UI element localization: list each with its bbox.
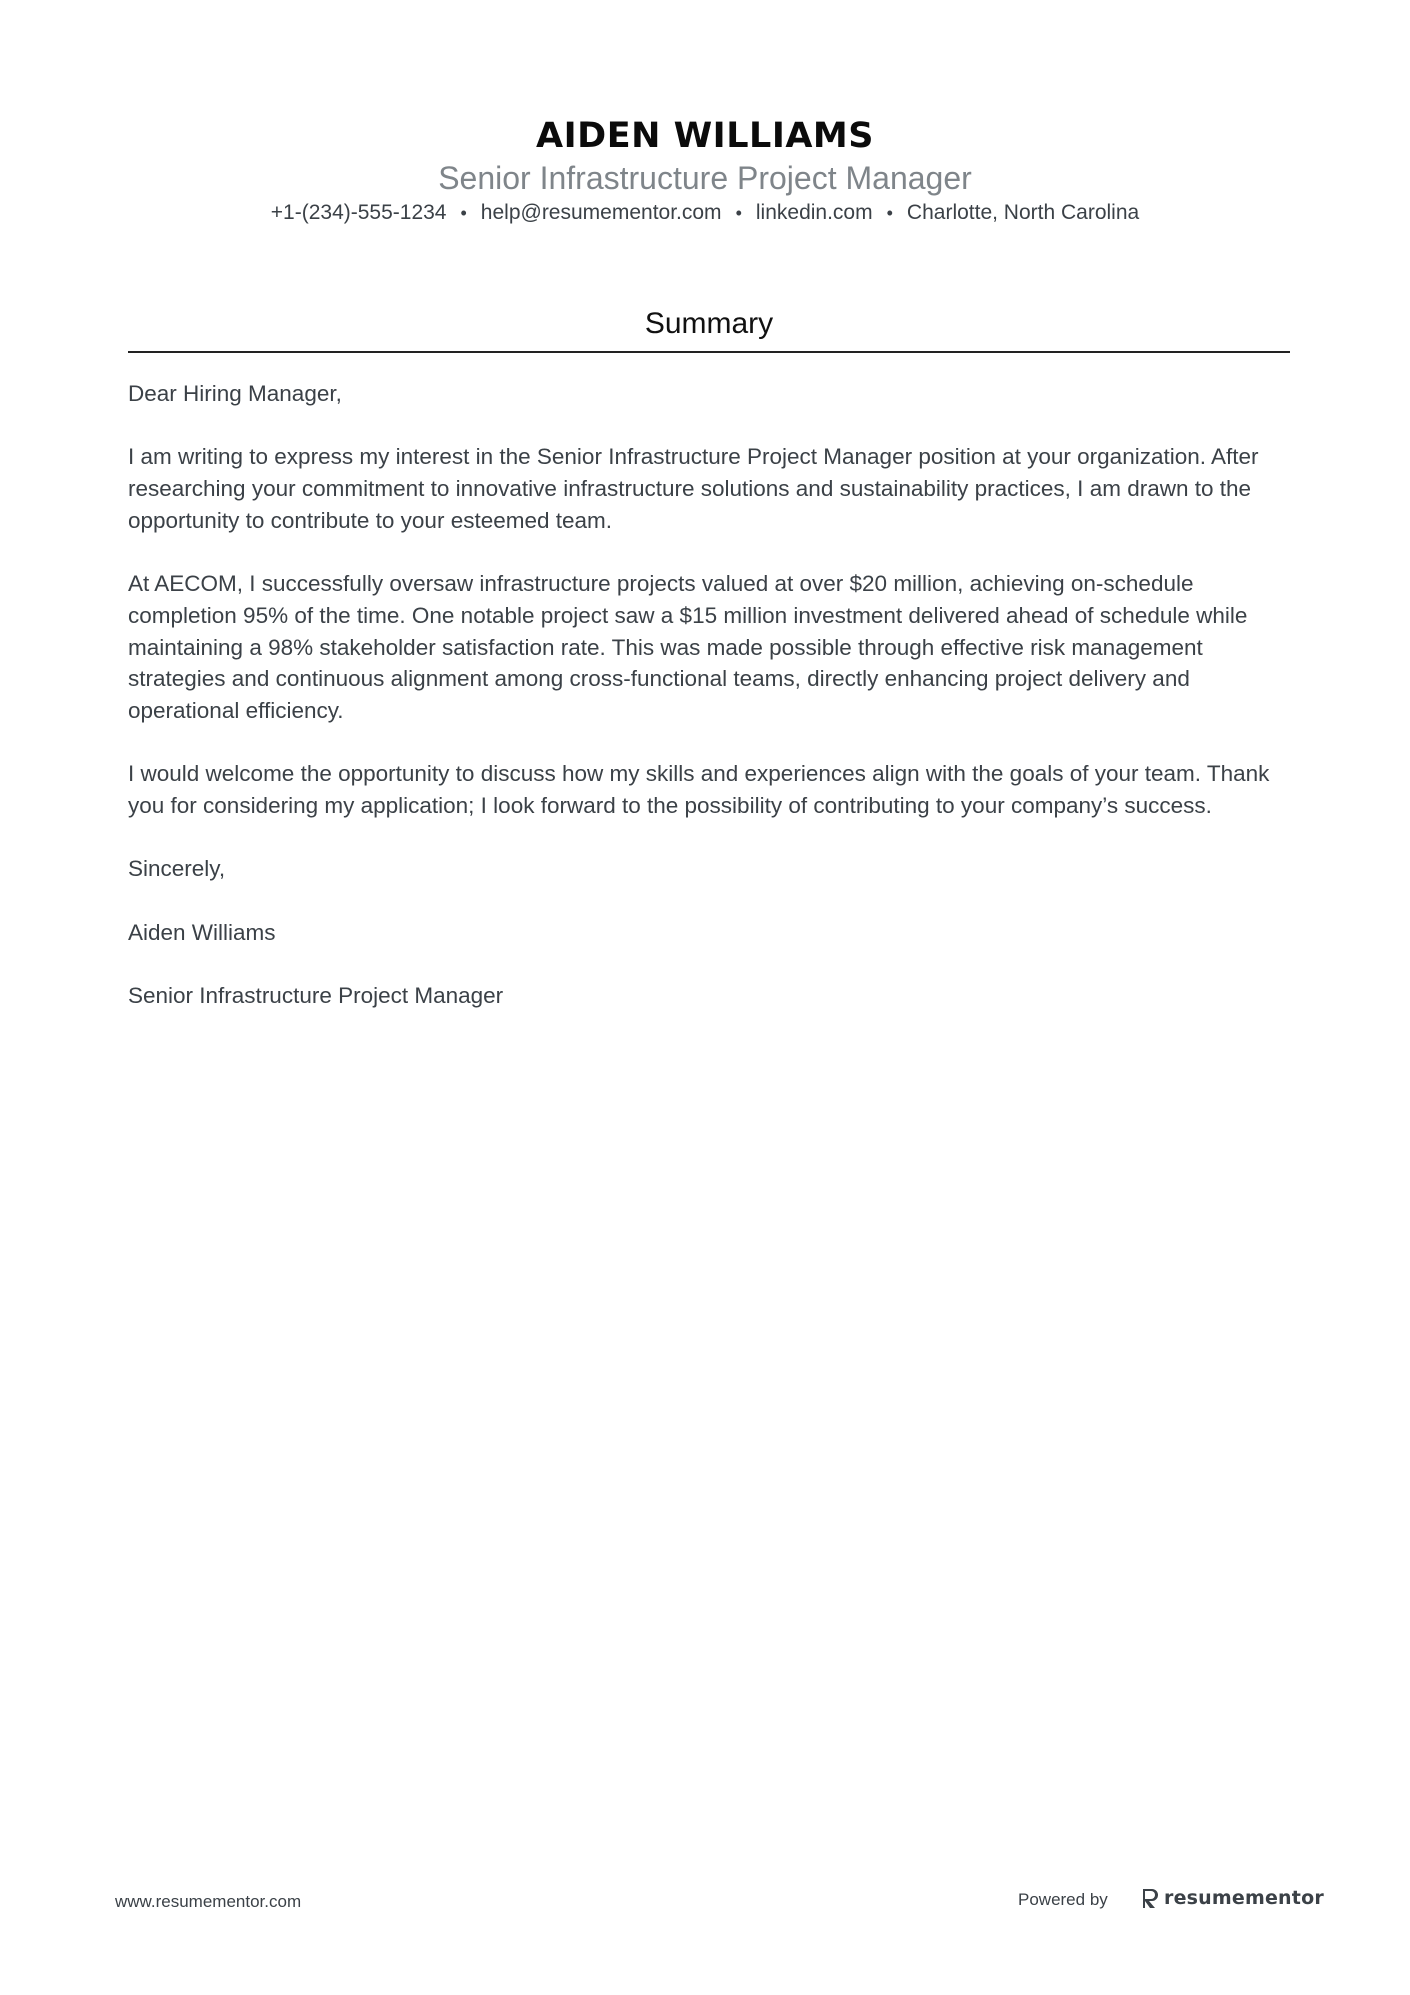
contact-separator: • [460, 203, 467, 223]
applicant-name: AIDEN WILLIAMS [536, 116, 874, 156]
contact-email[interactable]: help@resumementor.com [480, 201, 722, 224]
contact-line [0, 198, 1410, 228]
contact-website[interactable]: linkedin.com [755, 201, 873, 224]
contact-location: Charlotte, North Carolina [906, 201, 1140, 224]
resumementor-logo-icon [1141, 1887, 1159, 1909]
applicant-job-title: Senior Infrastructure Project Manager [438, 160, 972, 196]
letter-paragraph: I would welcome the opportunity to discuss how my skills and experiences align with the goals of your team. Thank you for considering my application; I look forward to the possibility of contributing to your company’s success. [128, 761, 1270, 819]
footer-logo[interactable] [1141, 1885, 1324, 1911]
letter-salutation: Dear Hiring Manager, [128, 381, 342, 406]
signature-title: Senior Infrastructure Project Manager [128, 983, 504, 1009]
letter-paragraph: At AECOM, I successfully oversaw infrastructure projects valued at over $20 million, achieving on-schedule completion 95% of the time. One notable project saw a $15 million investment delivered ahead of schedule while maintaining a 98% stakeholder satisfaction rate. This was made possible through effective risk management strategies and continuous alignment among cross-functional teams, directly enhancing project delivery and operational efficiency. [128, 571, 1248, 723]
footer-powered-by: Powered by [1018, 1890, 1108, 1909]
contact-separator: • [886, 203, 893, 223]
contact-phone: +1-(234)-555-1234 [270, 201, 447, 224]
letter-paragraph: I am writing to express my interest in the Senior Infrastructure Project Manager position at your organization. After researching your commitment to innovative infrastructure solutions and sustainability practices, I am drawn to the opportunity to contribute to your esteemed team. [128, 444, 1259, 533]
footer-logo-text: resumementor [1164, 1887, 1324, 1909]
section-divider [128, 351, 1290, 353]
signature-name: Aiden Williams [128, 919, 276, 945]
letter-closing: Sincerely, [128, 856, 226, 882]
letter-header [0, 112, 1410, 228]
letter-body [128, 378, 1290, 1044]
contact-separator: • [735, 203, 742, 223]
footer-website-link[interactable]: www.resumementor.com [115, 1892, 302, 1911]
section-title-summary: Summary [644, 307, 774, 340]
